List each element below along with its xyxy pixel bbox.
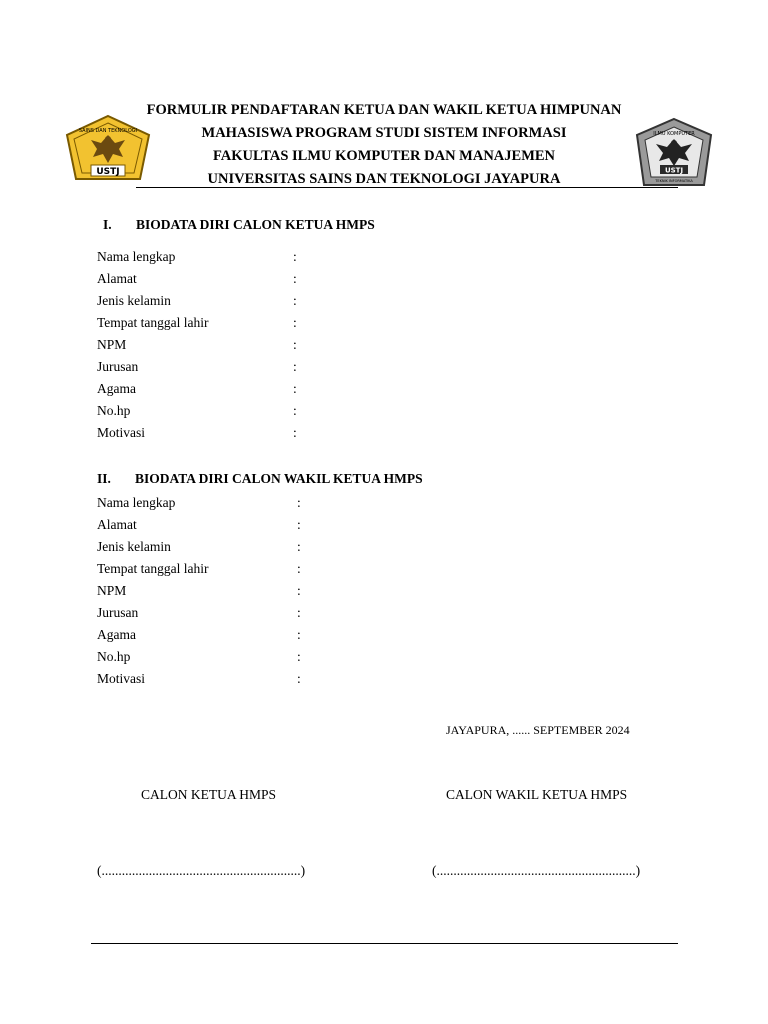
section-1-heading: BIODATA DIRI CALON KETUA HMPS [136, 217, 375, 232]
field-colon: : [293, 293, 297, 308]
field-label: No.hp [97, 403, 131, 418]
field-label: Tempat tanggal lahir [97, 561, 209, 576]
header-line-2: MAHASISWA PROGRAM STUDI SISTEM INFORMASI [201, 125, 567, 141]
svg-text:TEKNIK INFORMATIKA: TEKNIK INFORMATIKA [655, 179, 693, 183]
svg-text:SAINS DAN TEKNOLOGI: SAINS DAN TEKNOLOGI [78, 128, 138, 134]
header-line-4: UNIVERSITAS SAINS DAN TEKNOLOGI JAYAPURA [207, 171, 561, 187]
field-colon: : [293, 381, 297, 396]
field-colon: : [293, 315, 297, 330]
place-date: JAYAPURA, ...... SEPTEMBER 2024 [446, 723, 630, 737]
field-label: Jurusan [97, 359, 139, 374]
field-colon: : [297, 561, 301, 576]
field-colon: : [297, 627, 301, 642]
field-colon: : [297, 671, 301, 686]
field-label: Agama [97, 381, 136, 396]
field-label: Jenis kelamin [97, 539, 171, 554]
field-label: NPM [97, 583, 127, 598]
signature-line-ketua: (...........................................................) [97, 863, 306, 878]
svg-text:USTJ: USTJ [664, 166, 684, 175]
section-2-heading: BIODATA DIRI CALON WAKIL KETUA HMPS [135, 471, 423, 486]
field-label: Tempat tanggal lahir [97, 315, 209, 330]
footer-divider [91, 943, 678, 944]
field-label: No.hp [97, 649, 131, 664]
field-label: Jurusan [97, 605, 139, 620]
signature-line-wakil: (...........................................................) [432, 863, 641, 878]
header-line-3: FAKULTAS ILMU KOMPUTER DAN MANAJEMEN [212, 148, 556, 164]
field-colon: : [297, 605, 301, 620]
header-line-1: FORMULIR PENDAFTARAN KETUA DAN WAKIL KETUA HIMPUNAN [146, 102, 622, 118]
field-colon: : [293, 337, 297, 352]
section-2-number: II. [97, 471, 111, 486]
svg-text:ILMU KOMPUTER: ILMU KOMPUTER [653, 131, 695, 137]
field-colon: : [297, 539, 301, 554]
field-colon: : [297, 649, 301, 664]
field-label: Nama lengkap [97, 495, 176, 510]
field-colon: : [293, 425, 297, 440]
field-label: Motivasi [97, 671, 146, 686]
field-colon: : [293, 249, 297, 264]
header-divider [136, 187, 678, 188]
signature-title-wakil: CALON WAKIL KETUA HMPS [446, 787, 628, 802]
field-colon: : [297, 517, 301, 532]
signature-title-ketua: CALON KETUA HMPS [141, 787, 277, 802]
field-colon: : [297, 495, 301, 510]
field-colon: : [293, 403, 297, 418]
field-colon: : [293, 271, 297, 286]
field-colon: : [293, 359, 297, 374]
field-label: Alamat [97, 517, 137, 532]
section-1-number: I. [103, 217, 112, 232]
field-label: Agama [97, 627, 136, 642]
field-label: Nama lengkap [97, 249, 176, 264]
field-colon: : [297, 583, 301, 598]
field-label: Jenis kelamin [97, 293, 171, 308]
svg-text:USTJ: USTJ [96, 167, 120, 177]
field-label: Alamat [97, 271, 137, 286]
field-label: NPM [97, 337, 127, 352]
field-label: Motivasi [97, 425, 146, 440]
